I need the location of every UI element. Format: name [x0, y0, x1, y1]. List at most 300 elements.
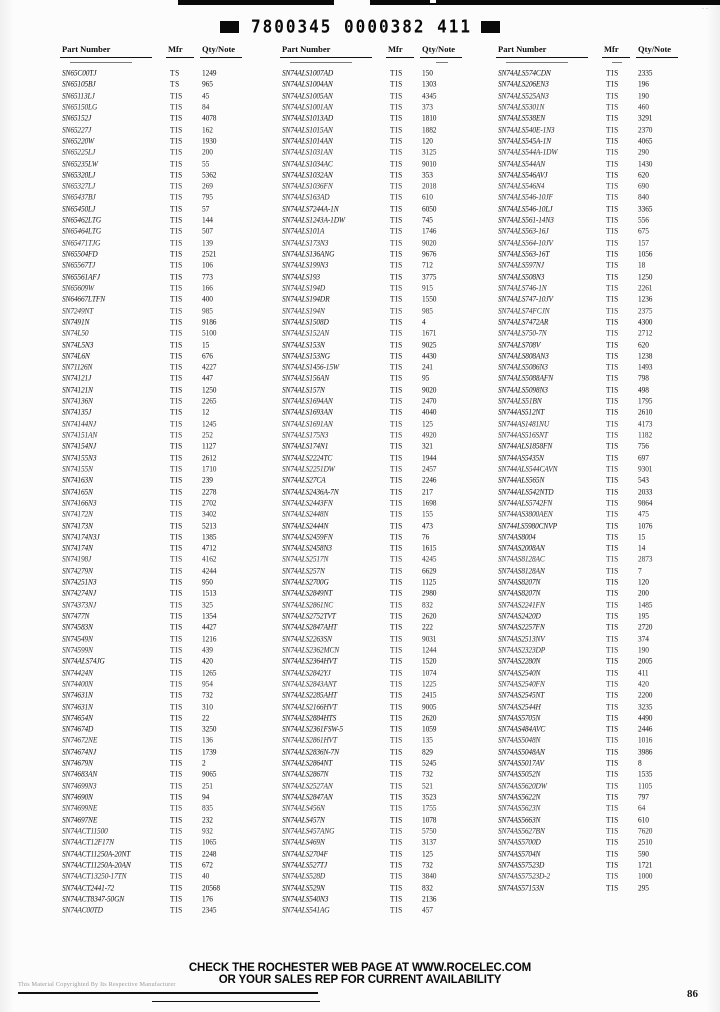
cell-part-number: SN74674D: [62, 724, 94, 734]
table-row: [492, 498, 714, 509]
table-row: [492, 724, 714, 735]
cell-mfr: TIS: [606, 690, 619, 700]
header-qty-note: Qty/Note: [638, 44, 672, 54]
cell-mfr: TIS: [170, 769, 183, 780]
cell-qty-note: 251: [202, 780, 213, 791]
cell-part-number: SN74ACT2441-72: [62, 882, 115, 893]
table-row: [56, 226, 278, 237]
cell-qty-note: 1795: [638, 396, 653, 406]
table-row: [276, 532, 498, 543]
cell-part-number: SN74599N: [62, 644, 93, 655]
table-row: [276, 249, 498, 260]
cell-part-number: SN74549N: [62, 633, 93, 644]
cell-qty-note: 832: [422, 599, 433, 610]
cell-qty-note: 9031: [422, 633, 437, 644]
cell-part-number: SN74ALS2436A-7N: [282, 486, 339, 497]
cell-qty-note: 2446: [638, 724, 653, 734]
cell-mfr: TIS: [606, 203, 619, 214]
cell-part-number: SN74ALS1036FN: [282, 181, 333, 191]
cell-mfr: TIS: [606, 803, 619, 814]
cell-qty-note: 732: [422, 769, 433, 780]
table-row: [276, 645, 498, 656]
table-row: [276, 102, 498, 113]
cell-qty-note: 9864: [638, 497, 653, 508]
cell-part-number: SN74ALS746-1N: [498, 282, 547, 293]
cell-mfr: TIS: [606, 384, 619, 395]
table-row: [56, 419, 278, 430]
table-row: [56, 894, 278, 905]
cell-qty-note: 1710: [202, 463, 217, 474]
cell-mfr: TIS: [606, 848, 619, 859]
table-row: [56, 803, 278, 814]
cell-part-number: SN74ALS808AN3: [498, 350, 549, 361]
table-row: [56, 837, 278, 848]
cell-mfr: TIS: [390, 837, 403, 847]
cell-mfr: TIS: [390, 611, 403, 621]
table-row: [56, 656, 278, 667]
cell-part-number: SN74ACT13250-17TN: [62, 871, 127, 881]
table-row: [492, 283, 714, 294]
cell-mfr: TIS: [390, 249, 403, 259]
cell-mfr: TIS: [606, 497, 619, 508]
table-row: [56, 566, 278, 577]
cell-part-number: SN74ALS457N: [282, 814, 325, 825]
cell-part-number: SN74135J: [62, 407, 92, 418]
cell-qty-note: 135: [422, 735, 433, 746]
cell-qty-note: 120: [422, 135, 433, 146]
table-row: [276, 566, 498, 577]
table-row: [276, 328, 498, 339]
cell-qty-note: 1078: [422, 814, 437, 825]
cell-qty-note: 40: [202, 871, 210, 881]
cell-part-number: SN744AS1481NU: [498, 418, 550, 429]
cell-qty-note: 2200: [638, 690, 653, 700]
cell-qty-note: 447: [202, 373, 213, 384]
cell-part-number: SN74ALS750-7N: [498, 328, 547, 338]
cell-qty-note: 9010: [422, 158, 437, 169]
cell-qty-note: 6050: [422, 203, 437, 214]
cell-part-number: SN74ALS2867N: [282, 769, 329, 780]
cell-part-number: SN74ALS546-10JF: [498, 192, 553, 203]
cell-mfr: TIS: [170, 169, 183, 180]
cell-part-number: SN74174N: [62, 543, 93, 553]
cell-mfr: TIS: [170, 554, 183, 565]
cell-mfr: TIS: [170, 226, 183, 237]
cell-part-number: SN74ALS1034AC: [282, 158, 333, 169]
cell-mfr: TIS: [170, 848, 183, 859]
cell-mfr: TS: [170, 79, 180, 90]
table-row: [276, 306, 498, 317]
cell-qty-note: 1076: [638, 520, 653, 531]
cell-part-number: SN65320LJ: [62, 169, 96, 180]
cell-qty-note: 106: [202, 260, 213, 271]
cell-qty-note: 420: [638, 678, 649, 689]
cell-qty-note: 507: [202, 226, 213, 237]
cell-part-number: SN74AS8128AN: [498, 565, 545, 576]
cell-part-number: SN74AS5705N: [498, 712, 541, 723]
table-row: [56, 769, 278, 780]
cell-qty-note: 57: [202, 203, 210, 214]
table-row: [492, 385, 714, 396]
cell-part-number: SN74ALS1243A-1DW: [282, 215, 345, 225]
table-row: [492, 272, 714, 283]
cell-mfr: TIS: [170, 667, 183, 678]
cell-part-number: SN74ALS2704F: [282, 848, 328, 859]
cell-qty-note: 2: [202, 758, 206, 768]
cell-part-number: SN74ALS7244A-1N: [282, 203, 339, 214]
cell-qty-note: 1127: [202, 441, 217, 452]
cell-part-number: SN74ALS1004AN: [282, 79, 333, 90]
cell-qty-note: 732: [202, 690, 213, 700]
cell-part-number: SN74151AN: [62, 430, 98, 440]
table-row: [276, 634, 498, 645]
cell-part-number: SN74ALS194N: [282, 305, 325, 316]
table-row: [492, 860, 714, 871]
cell-part-number: SN74155N: [62, 463, 93, 474]
cell-qty-note: 4040: [422, 407, 437, 418]
table-row: [276, 611, 498, 622]
table-row: [492, 453, 714, 464]
cell-qty-note: 4920: [422, 430, 437, 440]
table-row: [492, 883, 714, 894]
cell-part-number: SN74ALS457ANG: [282, 825, 335, 836]
cell-part-number: SN74AS5620DW: [498, 780, 547, 791]
table-row: [492, 600, 714, 611]
table-row: [56, 102, 278, 113]
column-header: [276, 44, 498, 66]
table-row: [276, 373, 498, 384]
cell-part-number: SN74AS5627BN: [498, 825, 545, 836]
cell-part-number: SN74ALS194DR: [282, 294, 330, 304]
cell-mfr: TIS: [390, 158, 403, 169]
cell-part-number: SN71126N: [62, 362, 93, 372]
cell-qty-note: 835: [202, 803, 213, 814]
parts-column-1: [56, 44, 278, 915]
header-rule: [386, 57, 414, 58]
table-row: [276, 905, 498, 916]
table-row: [492, 826, 714, 837]
cell-part-number: SN74198J: [62, 554, 92, 565]
cell-part-number: SN74ACT11500: [62, 825, 108, 836]
cell-mfr: TIS: [606, 656, 619, 666]
cell-part-number: SN74ALS540N3: [282, 893, 329, 904]
cell-qty-note: 2720: [638, 622, 653, 633]
cell-part-number: SN74ALS5301N: [498, 101, 545, 112]
cell-qty-note: 610: [638, 814, 649, 825]
cell-qty-note: 954: [202, 678, 213, 689]
cell-part-number: SN74172N: [62, 509, 93, 519]
cell-part-number: SN74ALS2847AHT: [282, 622, 337, 633]
cell-part-number: SN65464LTG: [62, 226, 102, 237]
cell-qty-note: 136: [202, 735, 213, 746]
cell-mfr: TIS: [390, 543, 403, 553]
cell-mfr: TIS: [606, 441, 619, 452]
table-row: [492, 735, 714, 746]
cell-qty-note: 1244: [422, 644, 437, 655]
cell-qty-note: 1016: [638, 735, 653, 746]
scan-artifact-dots: ··: [702, 6, 710, 12]
table-row: [56, 792, 278, 803]
scan-edge-band-top: [178, 0, 720, 5]
cell-qty-note: 400: [202, 294, 213, 304]
cell-part-number: SN74ALS2263SN: [282, 633, 332, 644]
cell-qty-note: 12: [202, 407, 210, 418]
cell-qty-note: 166: [202, 282, 213, 293]
cell-qty-note: 120: [638, 577, 649, 587]
cell-part-number: SN74ALS546AVJ: [498, 169, 548, 180]
table-row: [492, 747, 714, 758]
cell-part-number: SN74ALS74FCJN: [498, 305, 550, 316]
cell-mfr: TIS: [390, 68, 403, 78]
table-row: [56, 385, 278, 396]
cell-part-number: SN74144NJ: [62, 418, 96, 429]
table-row: [492, 396, 714, 407]
cell-part-number: SN74ALS2458N3: [282, 543, 332, 553]
cell-part-number: SN74AS5052N: [498, 769, 541, 780]
cell-mfr: TIS: [390, 554, 403, 565]
cell-part-number: SN74ALS156AN: [282, 373, 330, 384]
table-row: [276, 475, 498, 486]
cell-mfr: TIS: [390, 724, 403, 734]
cell-mfr: TIS: [390, 859, 403, 870]
cell-mfr: TIS: [170, 837, 183, 847]
scan-smudge: [506, 62, 568, 63]
header-rule: [200, 57, 242, 58]
cell-qty-note: 2345: [202, 905, 217, 915]
cell-part-number: SN74AS5622N: [498, 792, 541, 802]
cell-part-number: SN74ALS2843ANT: [282, 678, 337, 689]
cell-qty-note: 1354: [202, 611, 217, 621]
cell-mfr: TIS: [170, 305, 183, 316]
header-mfr: Mfr: [604, 44, 619, 54]
cell-qty-note: 1303: [422, 79, 437, 90]
cell-qty-note: 9020: [422, 384, 437, 395]
header-rule: [166, 57, 194, 58]
cell-qty-note: 190: [638, 90, 649, 101]
cell-qty-note: 1065: [202, 837, 217, 847]
scan-smudge: [612, 62, 622, 63]
cell-part-number: SN74ALS2166HVT: [282, 701, 337, 712]
cell-mfr: TIS: [606, 407, 619, 418]
table-row: [56, 487, 278, 498]
cell-mfr: TIS: [390, 486, 403, 497]
table-row: [276, 656, 498, 667]
cell-qty-note: 5750: [422, 825, 437, 836]
table-row: [56, 713, 278, 724]
cell-qty-note: 2370: [638, 124, 653, 135]
table-row: [276, 883, 498, 894]
cell-qty-note: 4490: [638, 712, 653, 723]
cell-qty-note: 3137: [422, 837, 437, 847]
footer-line-1: CHECK THE ROCHESTER WEB PAGE AT WWW.ROCELEC.COM: [188, 962, 532, 974]
table-row: [56, 747, 278, 758]
table-row: [492, 204, 714, 215]
cell-mfr: TIS: [170, 362, 183, 372]
cell-mfr: TIS: [606, 169, 619, 180]
table-row: [56, 577, 278, 588]
cell-mfr: TIS: [170, 701, 183, 712]
cell-mfr: TIS: [606, 746, 619, 757]
cell-qty-note: 2620: [422, 712, 437, 723]
cell-mfr: TIS: [390, 124, 403, 135]
cell-qty-note: 1265: [202, 667, 217, 678]
cell-mfr: TIS: [606, 758, 619, 768]
table-row: [56, 826, 278, 837]
cell-mfr: TIS: [170, 328, 183, 338]
table-row: [56, 396, 278, 407]
table-row: [56, 351, 278, 362]
cell-part-number: SN74ALS194D: [282, 282, 326, 293]
cell-part-number: SN74165N: [62, 486, 93, 497]
cell-qty-note: 439: [202, 644, 213, 655]
cell-qty-note: 756: [638, 441, 649, 452]
scan-smudge: [70, 62, 132, 63]
cell-part-number: SN65C00TJ: [62, 68, 97, 78]
cell-qty-note: 325: [202, 599, 213, 610]
cell-mfr: TIS: [390, 667, 403, 678]
table-row: [276, 260, 498, 271]
cell-mfr: TIS: [170, 124, 183, 135]
cell-mfr: TIS: [390, 893, 403, 904]
table-row: [56, 306, 278, 317]
cell-mfr: TIS: [606, 701, 619, 712]
cell-mfr: TIS: [390, 350, 403, 361]
scan-edge-nick: [430, 0, 436, 3]
table-row: [276, 815, 498, 826]
cell-mfr: TIS: [390, 328, 403, 338]
cell-part-number: SN74AS57523D: [498, 859, 545, 870]
cell-part-number: SN744ALS565N: [498, 475, 545, 485]
cell-part-number: SN74679N: [62, 758, 93, 768]
table-row: [56, 883, 278, 894]
cell-part-number: SN74ALS2527AN: [282, 780, 333, 791]
cell-part-number: SN74ALS2849NT: [282, 588, 333, 599]
table-row: [56, 554, 278, 565]
cell-part-number: SN74699N3: [62, 780, 97, 791]
cell-part-number: SN74ALS2836N-7N: [282, 746, 339, 757]
cell-part-number: SN744AS516SNT: [498, 430, 548, 440]
copyright-notice: This Material Copyrighted By Its Respective Manufacturer: [18, 981, 176, 988]
cell-part-number: SN74654N: [62, 712, 93, 723]
table-row: [276, 238, 498, 249]
cell-mfr: TIS: [606, 158, 619, 169]
cell-part-number: SN74AS5048N: [498, 735, 541, 746]
cell-part-number: SN74ALS199N3: [282, 260, 329, 271]
cell-mfr: TIS: [170, 237, 183, 248]
cell-mfr: TIS: [390, 135, 403, 146]
cell-mfr: TIS: [390, 871, 403, 881]
cell-part-number: SN65450LJ: [62, 203, 96, 214]
column-header: [56, 44, 278, 66]
table-row: [492, 837, 714, 848]
table-row: [276, 758, 498, 769]
table-row: [492, 430, 714, 441]
cell-mfr: TIS: [170, 350, 183, 361]
cell-mfr: TIS: [606, 135, 619, 146]
cell-mfr: TIS: [606, 294, 619, 304]
scan-edge-band-bottom: [18, 992, 318, 994]
cell-part-number: SN74ALS563-16T: [498, 249, 550, 259]
table-row: [56, 860, 278, 871]
cell-mfr: TIS: [170, 588, 183, 599]
cell-part-number: SN74ALS5086N3: [498, 362, 548, 372]
cell-qty-note: 1430: [638, 158, 653, 169]
cell-qty-note: 241: [422, 362, 433, 372]
cell-part-number: SN74ALS456N: [282, 803, 325, 814]
cell-qty-note: 840: [638, 192, 649, 203]
header-part-number: Part Number: [498, 44, 547, 54]
cell-qty-note: 475: [638, 509, 649, 519]
cell-qty-note: 9301: [638, 463, 653, 474]
table-row: [276, 351, 498, 362]
cell-mfr: TIS: [390, 203, 403, 214]
cell-part-number: SN65105BJ: [62, 79, 96, 90]
cell-part-number: SN744AS512NT: [498, 407, 545, 418]
cell-mfr: TIS: [606, 305, 619, 316]
cell-mfr: TIS: [170, 735, 183, 746]
cell-qty-note: 3250: [202, 724, 217, 734]
cell-part-number: SN74ALS564-10JV: [498, 237, 553, 248]
cell-qty-note: 473: [422, 520, 433, 531]
table-row: [56, 113, 278, 124]
table-row: [276, 159, 498, 170]
cell-mfr: TIS: [606, 339, 619, 350]
cell-mfr: TIS: [390, 644, 403, 655]
cell-qty-note: 5100: [202, 328, 217, 338]
cell-part-number: SN74631N: [62, 690, 93, 700]
cell-part-number: SN74AS2544H: [498, 701, 541, 712]
cell-mfr: TIS: [390, 430, 403, 440]
cell-mfr: TIS: [390, 565, 403, 576]
table-row: [276, 509, 498, 520]
table-row: [492, 373, 714, 384]
cell-mfr: TIS: [606, 362, 619, 372]
cell-mfr: TIS: [390, 633, 403, 644]
cell-part-number: SN74ALS152AN: [282, 328, 330, 338]
column-rows: [56, 68, 278, 916]
cell-part-number: SN74683AN: [62, 769, 98, 780]
table-row: [56, 622, 278, 633]
cell-mfr: TIS: [170, 746, 183, 757]
table-row: [276, 385, 498, 396]
cell-mfr: TIS: [390, 237, 403, 248]
cell-mfr: TIS: [170, 531, 183, 542]
cell-part-number: SN65113LJ: [62, 90, 95, 101]
table-row: [56, 192, 278, 203]
cell-qty-note: 5213: [202, 520, 217, 531]
table-row: [492, 79, 714, 90]
cell-part-number: SN74AS5048AN: [498, 746, 545, 757]
cell-mfr: TIS: [606, 316, 619, 327]
table-row: [276, 91, 498, 102]
cell-mfr: TIS: [390, 803, 403, 814]
table-row: [492, 475, 714, 486]
cell-part-number: SN74ALS2285AHT: [282, 690, 337, 700]
header-rule: [280, 57, 372, 58]
table-row: [56, 79, 278, 90]
table-row: [492, 181, 714, 192]
cell-qty-note: 2375: [638, 305, 653, 316]
cell-mfr: TIS: [390, 181, 403, 191]
cell-qty-note: 125: [422, 418, 433, 429]
table-row: [56, 136, 278, 147]
cell-qty-note: 773: [202, 271, 213, 282]
cell-qty-note: 675: [638, 226, 649, 237]
table-row: [492, 125, 714, 136]
cell-mfr: TIS: [606, 882, 619, 893]
table-row: [276, 317, 498, 328]
cell-mfr: TIS: [606, 554, 619, 565]
